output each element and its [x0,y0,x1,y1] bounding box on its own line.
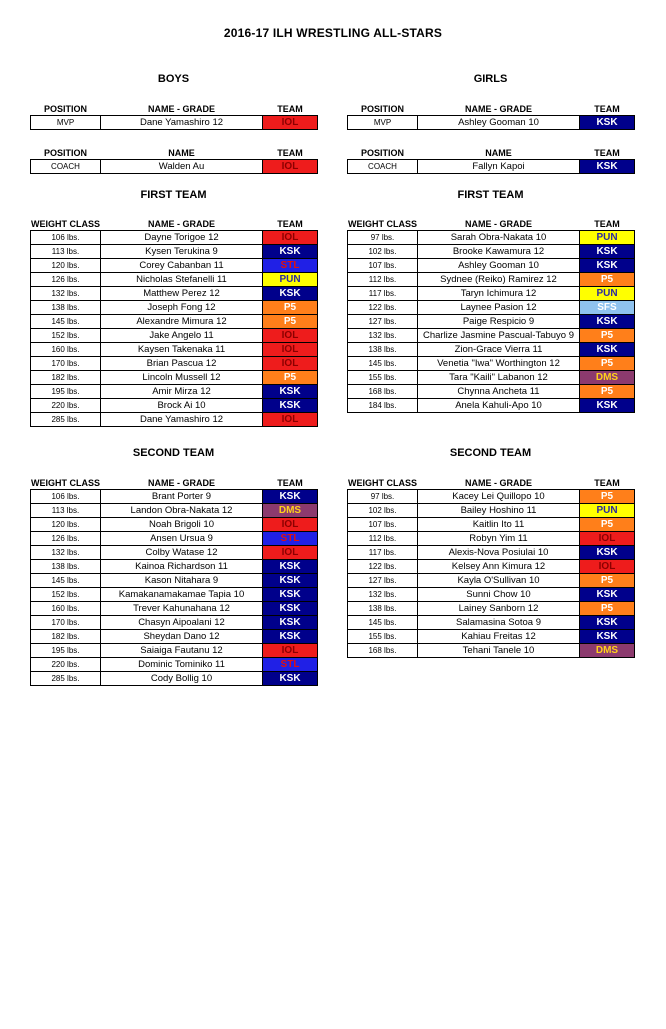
mvp-position: MVP [348,116,418,130]
girls-mvp-table [347,102,635,130]
table-row [348,287,635,301]
athlete-name-cell: Charlize Jasmine Pascual-Tabuyo 9 [418,329,580,343]
mvp-name: Ashley Gooman 10 [418,116,580,130]
athlete-name-cell: Amir Mirza 12 [101,385,263,399]
team-badge: IOL [263,160,318,174]
table-row [31,574,318,588]
athlete-name-cell: Kason Nitahara 9 [101,574,263,588]
header-name: NAME - GRADE [148,477,215,488]
table-row [31,504,318,518]
table-row [348,588,635,602]
table-row [348,546,635,560]
weight-class-cell: 152 lbs. [31,329,101,343]
weight-class-cell: 122 lbs. [348,301,418,315]
weight-class-cell: 138 lbs. [31,301,101,315]
header-team: TEAM [277,103,303,114]
table-row [31,385,318,399]
weight-class-cell: 195 lbs. [31,385,101,399]
weight-class-cell: 127 lbs. [348,315,418,329]
table-row [31,245,318,259]
boys-first-team-table [30,217,318,427]
team-badge: P5 [263,315,318,329]
athlete-name-cell: Chasyn Aipoalani 12 [101,616,263,630]
team-badge: KSK [580,160,635,174]
table-row [348,357,635,371]
team-badge: IOL [263,518,318,532]
table-row [348,504,635,518]
athlete-name-cell: Kaitlin Ito 11 [418,518,580,532]
table-row [348,630,635,644]
team-badge: KSK [580,630,635,644]
weight-class-cell: 145 lbs. [348,357,418,371]
team-badge: KSK [263,245,318,259]
boys-heading: BOYS [157,73,190,85]
team-badge: STL [263,532,318,546]
athlete-name-cell: Salamasina Sotoa 9 [418,616,580,630]
athlete-name-cell: Noah Brigoli 10 [101,518,263,532]
weight-class-cell: 182 lbs. [31,371,101,385]
team-badge: KSK [263,672,318,686]
athlete-name-cell: Matthew Perez 12 [101,287,263,301]
weight-class-cell: 220 lbs. [31,658,101,672]
table-row [348,301,635,315]
weight-class-cell: 107 lbs. [348,259,418,273]
athlete-name-cell: Kaysen Takenaka 11 [101,343,263,357]
team-badge: P5 [580,602,635,616]
team-badge: PUN [263,273,318,287]
team-badge: P5 [263,301,318,315]
team-badge: KSK [580,245,635,259]
table-row [348,273,635,287]
weight-class-cell: 113 lbs. [31,245,101,259]
team-badge: PUN [580,504,635,518]
athlete-name-cell: Laynee Pasion 12 [418,301,580,315]
table-row [31,329,318,343]
girls-heading: GIRLS [473,73,508,85]
athlete-name-cell: Brooke Kawamura 12 [418,245,580,259]
team-badge: KSK [263,588,318,602]
weight-class-cell: 155 lbs. [348,630,418,644]
weight-class-cell: 127 lbs. [348,574,418,588]
header-name: NAME - GRADE [465,218,532,229]
header-weight-class: WEIGHT CLASS [348,477,417,488]
weight-class-cell: 285 lbs. [31,413,101,427]
team-badge: PUN [580,287,635,301]
team-badge: KSK [263,560,318,574]
coach-name: Walden Au [101,160,263,174]
girls-first-team-table [347,217,635,413]
team-badge: STL [263,259,318,273]
girls-first-team-heading: FIRST TEAM [457,189,524,201]
table-row [348,490,635,504]
header-weight-class: WEIGHT CLASS [348,218,417,229]
team-badge: KSK [580,588,635,602]
weight-class-cell: 145 lbs. [31,315,101,329]
athlete-name-cell: Corey Cabanban 11 [101,259,263,273]
athlete-name-cell: Chynna Ancheta 11 [418,385,580,399]
table-row [348,371,635,385]
team-badge: KSK [263,574,318,588]
athlete-name-cell: Ansen Ursua 9 [101,532,263,546]
team-badge: SFS [580,301,635,315]
table-row [31,371,318,385]
weight-class-cell: 168 lbs. [348,385,418,399]
table-row [31,658,318,672]
team-badge: KSK [580,399,635,413]
weight-class-cell: 138 lbs. [348,602,418,616]
team-badge: IOL [580,560,635,574]
weight-class-cell: 132 lbs. [348,588,418,602]
header-team: TEAM [277,477,303,488]
weight-class-cell: 122 lbs. [348,560,418,574]
athlete-name-cell: Zion-Grace Vierra 11 [418,343,580,357]
table-row [31,301,318,315]
team-badge: DMS [580,644,635,658]
athlete-name-cell: Brock Ai 10 [101,399,263,413]
table-row [348,616,635,630]
weight-class-cell: 106 lbs. [31,231,101,245]
weight-class-cell: 170 lbs. [31,616,101,630]
table-row [31,273,318,287]
table-row [31,560,318,574]
athlete-name-cell: Sheydan Dano 12 [101,630,263,644]
weight-class-cell: 106 lbs. [31,490,101,504]
boys-mvp-table [30,102,318,130]
weight-class-cell: 145 lbs. [31,574,101,588]
weight-class-cell: 112 lbs. [348,532,418,546]
table-row [348,399,635,413]
table-row [348,518,635,532]
athlete-name-cell: Kacey Lei Quillopo 10 [418,490,580,504]
table-row [348,602,635,616]
team-badge: P5 [580,357,635,371]
header-team: TEAM [277,218,303,229]
athlete-name-cell: Dayne Torigoe 12 [101,231,263,245]
team-badge: KSK [580,315,635,329]
header-name: NAME - GRADE [465,103,532,114]
team-badge: P5 [580,329,635,343]
team-badge: DMS [580,371,635,385]
team-badge: KSK [580,546,635,560]
weight-class-cell: 145 lbs. [348,616,418,630]
weight-class-cell: 160 lbs. [31,343,101,357]
team-badge: KSK [580,343,635,357]
mvp-name: Dane Yamashiro 12 [101,116,263,130]
athlete-name-cell: Sydnee (Reiko) Ramirez 12 [418,273,580,287]
weight-class-cell: 117 lbs. [348,287,418,301]
header-name: NAME [168,147,195,158]
table-row [31,616,318,630]
table-row [348,329,635,343]
header-weight-class: WEIGHT CLASS [31,477,100,488]
boys-second-team-table [30,476,318,686]
team-badge: IOL [580,532,635,546]
table-row [31,357,318,371]
team-badge: DMS [263,504,318,518]
weight-class-cell: 117 lbs. [348,546,418,560]
weight-class-cell: 107 lbs. [348,518,418,532]
header-team: TEAM [277,147,303,158]
table-row [348,245,635,259]
table-row [31,630,318,644]
athlete-name-cell: Lincoln Mussell 12 [101,371,263,385]
weight-class-cell: 285 lbs. [31,672,101,686]
weight-class-cell: 132 lbs. [31,546,101,560]
header-position: POSITION [43,147,87,158]
athlete-name-cell: Alexis-Nova Posiulai 10 [418,546,580,560]
table-row [31,588,318,602]
header-position: POSITION [43,103,87,114]
athlete-name-cell: Brian Pascua 12 [101,357,263,371]
athlete-name-cell: Trever Kahunahana 12 [101,602,263,616]
boys-second-team-heading: SECOND TEAM [132,447,215,459]
athlete-name-cell: Taryn Ichimura 12 [418,287,580,301]
table-row [348,574,635,588]
team-badge: P5 [263,371,318,385]
weight-class-cell: 102 lbs. [348,245,418,259]
team-badge: KSK [263,630,318,644]
header-position: POSITION [360,147,404,158]
team-badge: KSK [580,616,635,630]
table-row [31,672,318,686]
athlete-name-cell: Kahiau Freitas 12 [418,630,580,644]
header-name: NAME - GRADE [465,477,532,488]
weight-class-cell: 97 lbs. [348,490,418,504]
athlete-name-cell: Venetia "Iwa" Worthington 12 [418,357,580,371]
weight-class-cell: 184 lbs. [348,399,418,413]
table-row [348,385,635,399]
table-row [348,343,635,357]
athlete-name-cell: Tehani Tanele 10 [418,644,580,658]
weight-class-cell: 126 lbs. [31,273,101,287]
weight-class-cell: 113 lbs. [31,504,101,518]
girls-second-team-table [347,476,635,658]
table-row [31,602,318,616]
weight-class-cell: 160 lbs. [31,602,101,616]
table-row [31,343,318,357]
athlete-name-cell: Kysen Terukina 9 [101,245,263,259]
athlete-name-cell: Kayla O'Sullivan 10 [418,574,580,588]
athlete-name-cell: Tara "Kaili" Labanon 12 [418,371,580,385]
athlete-name-cell: Anela Kahuli-Apo 10 [418,399,580,413]
table-row [31,518,318,532]
athlete-name-cell: Saiaiga Fautanu 12 [101,644,263,658]
team-badge: IOL [263,413,318,427]
team-badge: P5 [580,490,635,504]
athlete-name-cell: Alexandre Mimura 12 [101,315,263,329]
team-badge: KSK [263,385,318,399]
athlete-name-cell: Dane Yamashiro 12 [101,413,263,427]
weight-class-cell: 126 lbs. [31,532,101,546]
weight-class-cell: 170 lbs. [31,357,101,371]
table-row [31,315,318,329]
athlete-name-cell: Paige Respicio 9 [418,315,580,329]
team-badge: KSK [580,259,635,273]
team-badge: KSK [263,287,318,301]
team-badge: IOL [263,116,318,130]
athlete-name-cell: Sunni Chow 10 [418,588,580,602]
table-row [348,560,635,574]
athlete-name-cell: Kainoa Richardson 11 [101,560,263,574]
athlete-name-cell: Dominic Tominiko 11 [101,658,263,672]
header-team: TEAM [594,103,620,114]
header-name: NAME [485,147,512,158]
header-team: TEAM [594,218,620,229]
team-badge: P5 [580,273,635,287]
table-row [31,532,318,546]
team-badge: KSK [580,116,635,130]
girls-coach-table [347,146,635,174]
table-row [348,259,635,273]
athlete-name-cell: Lainey Sanborn 12 [418,602,580,616]
boys-coach-table [30,146,318,174]
weight-class-cell: 97 lbs. [348,231,418,245]
header-name: NAME - GRADE [148,218,215,229]
weight-class-cell: 168 lbs. [348,644,418,658]
athlete-name-cell: Kamakanamakamae Tapia 10 [101,588,263,602]
athlete-name-cell: Colby Watase 12 [101,546,263,560]
header-team: TEAM [594,477,620,488]
team-badge: P5 [580,574,635,588]
team-badge: P5 [580,518,635,532]
header-team: TEAM [594,147,620,158]
weight-class-cell: 112 lbs. [348,273,418,287]
athlete-name-cell: Nicholas Stefanelli 11 [101,273,263,287]
header-weight-class: WEIGHT CLASS [31,218,100,229]
weight-class-cell: 155 lbs. [348,371,418,385]
athlete-name-cell: Sarah Obra-Nakata 10 [418,231,580,245]
weight-class-cell: 120 lbs. [31,518,101,532]
athlete-name-cell: Cody Bollig 10 [101,672,263,686]
coach-position: COACH [31,160,101,174]
team-badge: IOL [263,329,318,343]
table-row [31,490,318,504]
weight-class-cell: 195 lbs. [31,644,101,658]
athlete-name-cell: Brant Porter 9 [101,490,263,504]
team-badge: KSK [263,399,318,413]
weight-class-cell: 132 lbs. [31,287,101,301]
athlete-name-cell: Kelsey Ann Kimura 12 [418,560,580,574]
athlete-name-cell: Joseph Fong 12 [101,301,263,315]
table-row [31,287,318,301]
team-badge: KSK [263,490,318,504]
athlete-name-cell: Robyn Yim 11 [418,532,580,546]
table-row [348,231,635,245]
weight-class-cell: 152 lbs. [31,588,101,602]
table-row [348,315,635,329]
header-position: POSITION [360,103,404,114]
team-badge: PUN [580,231,635,245]
table-row [31,399,318,413]
coach-position: COACH [348,160,418,174]
table-row [348,532,635,546]
athlete-name-cell: Ashley Gooman 10 [418,259,580,273]
team-badge: KSK [263,616,318,630]
team-badge: P5 [580,385,635,399]
table-row [31,644,318,658]
weight-class-cell: 220 lbs. [31,399,101,413]
weight-class-cell: 102 lbs. [348,504,418,518]
team-badge: IOL [263,644,318,658]
table-row [31,231,318,245]
team-badge: STL [263,658,318,672]
table-row [31,259,318,273]
weight-class-cell: 138 lbs. [348,343,418,357]
coach-name: Fallyn Kapoi [418,160,580,174]
team-badge: IOL [263,231,318,245]
table-row [348,644,635,658]
team-badge: IOL [263,357,318,371]
page-title: 2016-17 ILH WRESTLING ALL-STARS [223,26,443,40]
girls-second-team-heading: SECOND TEAM [449,447,532,459]
header-name: NAME - GRADE [148,103,215,114]
athlete-name-cell: Jake Angelo 11 [101,329,263,343]
team-badge: IOL [263,546,318,560]
weight-class-cell: 132 lbs. [348,329,418,343]
weight-class-cell: 138 lbs. [31,560,101,574]
weight-class-cell: 182 lbs. [31,630,101,644]
table-row [31,546,318,560]
table-row [31,413,318,427]
athlete-name-cell: Landon Obra-Nakata 12 [101,504,263,518]
team-badge: IOL [263,343,318,357]
mvp-position: MVP [31,116,101,130]
weight-class-cell: 120 lbs. [31,259,101,273]
boys-first-team-heading: FIRST TEAM [140,189,207,201]
team-badge: KSK [263,602,318,616]
athlete-name-cell: Bailey Hoshino 11 [418,504,580,518]
